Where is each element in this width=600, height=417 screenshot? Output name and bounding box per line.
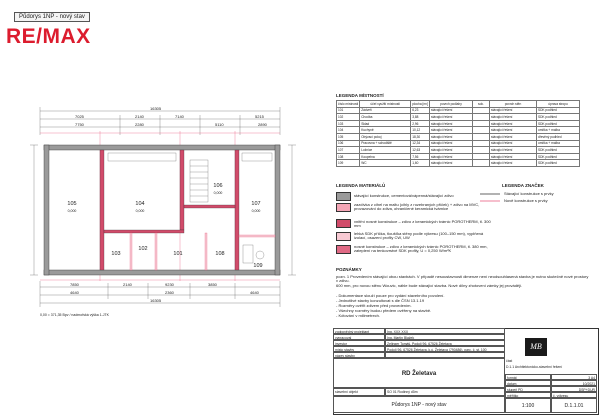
tb-date-value: 10/2021 [551, 380, 597, 386]
tb-value: Zelinger Tomáš, Podolí 96, 67526 Želetava [385, 340, 505, 346]
tb-project-name: RD Želetava [333, 358, 505, 388]
room-101-label: 101 [173, 251, 183, 257]
tb-value: Ing. Martin Blažek [385, 334, 505, 340]
room-104-label: 104 [135, 201, 145, 207]
room-legend-title: LEGENDA MÍSTNOSTÍ [336, 93, 384, 98]
tb-label: název stavby [333, 352, 385, 358]
materials-legend-title: LEGENDA MATERIÁLŮ [336, 183, 386, 188]
tb-stage-value: D.1.1 Architektonicko-stavební řešení [506, 364, 563, 369]
material-swatch-existing [336, 192, 351, 201]
dim-top: 7025 [75, 114, 84, 119]
tb-format-value: 3 A4 [551, 374, 597, 380]
tb-stage-label: část [506, 358, 513, 363]
tb-format-label: formát [505, 374, 551, 380]
table-row: 104 Kuchyně 10,12 stávající řešení stávající řešení omítka + malba [337, 127, 580, 134]
table-row: 109 WC 1,60 stávající řešení stávající řešení SDK podhled [337, 160, 580, 167]
dim-bottom: 3850 [208, 282, 217, 287]
dim-bottom: 2360 [165, 290, 174, 295]
dim-bottom-total: 16305 [150, 298, 162, 303]
material-swatch-infill [336, 203, 351, 212]
room-108-label: 108 [215, 251, 225, 257]
tb-value: Ing. XXX XXX [385, 328, 505, 334]
tb-number-value: D.1.1.01 [551, 398, 597, 413]
dim-bottom: 9230 [165, 282, 174, 287]
drawing-tab-label: Půdorys 1NP - nový stav [14, 12, 90, 22]
tb-label: zodpovědný projektant [333, 328, 385, 334]
note-line: - Všechny rozměry budou předem ověřeny na stavbě. [336, 308, 432, 313]
material-legend-item: stávající konstrukce, cementová/vápenná/stávající zdivo [354, 193, 454, 198]
header-cell: číslo místnosti [338, 101, 359, 106]
height-note: 0,00 = 371,35 Bpv / nadmořská výška 1-JTK [40, 313, 109, 317]
table-row: 105 Obývací pokoj 18,30 stávající řešení stávající řešení dřevěný podhled [337, 133, 580, 140]
header-cell: povrch stěn [489, 101, 536, 108]
tb-value: SO 01 Rodinný dům [385, 388, 505, 396]
dim-top: 2140 [135, 114, 144, 119]
room-107-area: 0,000 [251, 209, 261, 213]
marks-legend-lines [480, 190, 500, 206]
material-legend-item: nosné konstrukce – zdivo z keramických tvárnic POROTHERM, tl. 380 mm, zateplení na tenkovrstvé SDK profily, U = 0,250 W/m²K [354, 244, 488, 254]
tb-label: vypracoval [333, 334, 385, 340]
material-swatch-internal-loadbearing [336, 219, 351, 228]
table-row: 101 Zádveří 6,23 stávající řešení stávající řešení SDK podhled [337, 107, 580, 114]
room-102-label: 102 [138, 246, 148, 252]
header-cell: sok. [472, 101, 489, 108]
note-line: 600 mm, pro novou stěnu Wouvic, náhle bude stávající stavba. Nové dílny zhotovení zámky jej provádějí. [336, 283, 523, 288]
table-row: 102 Chodba 3,88 stávající řešení stávající řešení SDK podhled [337, 114, 580, 121]
room-table-header [337, 101, 580, 108]
room-104-area: 0,000 [135, 209, 145, 213]
dim-top: 5215 [255, 114, 264, 119]
marks-legend-item: Nově konstrukce s prvky [504, 198, 548, 203]
material-swatch-sdk [336, 232, 351, 241]
table-row: 108 Koupelna 7,56 stávající řešení stávající řešení SDK podhled [337, 153, 580, 160]
room-107-label: 107 [251, 201, 261, 207]
room-106-area: 0,000 [213, 191, 223, 195]
tb-scale-label: měřítko [505, 392, 551, 398]
tb-drawing-name: Půdorys 1NP - nový stav [333, 396, 505, 413]
dim-top: 2890 [258, 122, 267, 127]
notes-title: POZNÁMKY [336, 267, 362, 272]
material-legend-item: lehká SDK příčka, tloušťka stěny podle výkresu (100–150 mm), vyplňená izolací, osazení profily CW, UW [354, 231, 484, 241]
table-row: 106 Pracovna + schodiště 12,34 stávající řešení stávající řešení omítka + malba [337, 140, 580, 147]
header-cell: plocha [m²] [412, 101, 428, 106]
tb-value: Podolí 96, 67526 Želetava, k.ú. Želetava (790486), parc. č. st. 100 [385, 346, 505, 352]
room-103-label: 103 [111, 251, 121, 257]
note-line: - Jednotlivé stavby konzultovat s dle ČSN 13.1.19 [336, 298, 425, 303]
tb-stupen-value: DSP+DUR [551, 386, 597, 392]
note-line: - Kótování v milimetrech. [336, 313, 381, 318]
tb-label: místo stavby [333, 346, 385, 352]
tb-date-label: datum [505, 380, 551, 386]
note-line: - Rozměry ověřit zdivem před provedením. [336, 303, 412, 308]
material-legend-item: vnitřní nosné konstrukce – zdivo z keramických tvárnic POROTHERM, tl. 300 mm [354, 219, 491, 229]
dim-top: 5110 [215, 122, 224, 127]
header-cell: úprava stropu [536, 101, 579, 108]
tb-scale-value: 1:100 [505, 398, 551, 413]
note-line: - Dokumentace slouží pouze pro vydání stavebního povolení. [336, 293, 445, 298]
room-105-area: 0,000 [67, 209, 77, 213]
dim-bottom: 7850 [70, 282, 79, 287]
tb-label: investor [333, 340, 385, 346]
dim-top: 7140 [175, 114, 184, 119]
room-106-label: 106 [213, 183, 223, 189]
material-swatch-external [336, 245, 351, 254]
header-cell: účel využití místnosti [360, 101, 411, 108]
table-row: 103 Sklad 2,96 stávající řešení stávající řešení SDK podhled [337, 120, 580, 127]
remax-logo: RE/MAX [6, 25, 91, 48]
room-105-label: 105 [67, 201, 77, 207]
marks-legend-title: LEGENDA ZNAČEK [502, 183, 544, 188]
header-cell: povrch podlahy [429, 101, 472, 108]
dim-top-total: 16305 [150, 106, 162, 111]
note-line: pozn. 1 Provedením stávající obou stavbách. V případě nesoustavnosti dimenze není neodsouhlasená stavba je nutno skutečně nové prostory v zdivu. [336, 274, 589, 284]
dim-top: 2280 [135, 122, 144, 127]
dim-bottom: 2140 [123, 282, 132, 287]
marks-legend-item: Stávající konstrukce s prvky [504, 191, 554, 196]
dim-bottom: 4640 [250, 290, 259, 295]
tb-label: stavební objekt [333, 388, 385, 396]
dim-bottom: 4640 [70, 290, 79, 295]
table-row: 107 Ložnice 12,63 stávající řešení stávající řešení SDK podhled [337, 147, 580, 154]
tb-number-label: č. výkresu [551, 392, 597, 398]
tb-stupen-label: stupeň PD [505, 386, 551, 392]
room-table [336, 100, 580, 167]
designer-logo: MB [525, 338, 547, 356]
room-109-label: 109 [253, 263, 263, 269]
dim-top: 7750 [75, 122, 84, 127]
floor-plan [30, 105, 330, 320]
material-legend-item: zazdívka z cihel na maltu (cihly z rozebraných příček) + zdivo na MVC, provazování do zdiva, ohraničené keramická tvárnice [354, 202, 480, 212]
